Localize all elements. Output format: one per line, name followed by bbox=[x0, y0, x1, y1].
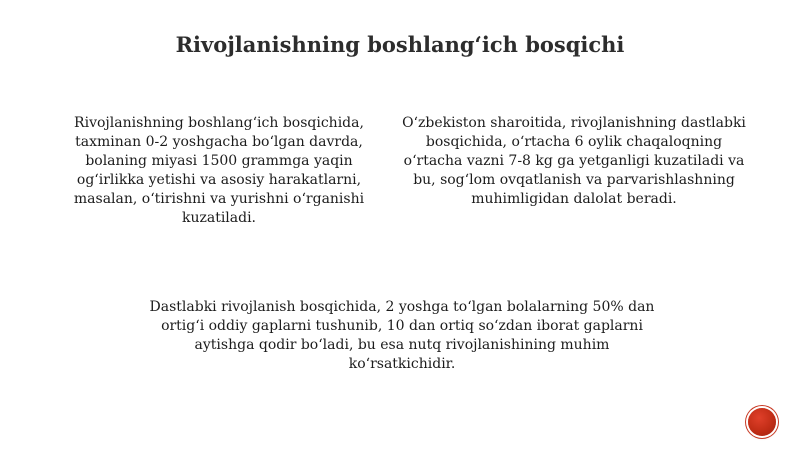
bottom-text-block: Dastlabki rivojlanish bosqichida, 2 yoshga to‘lgan bolalarning 50% dan ortig‘i oddiy gaplarni tushunib, 10 dan ortiq so‘zdan iborat gaplarni aytishga qodir bo‘ladi, bu esa nutq rivojlanishining muhim ko‘rsatkichidir. bbox=[149, 299, 655, 372]
next-slide-button[interactable] bbox=[748, 408, 776, 436]
left-text-block: Rivojlanishning boshlang‘ich bosqichida, taxminan 0-2 yoshgacha bo‘lgan davrda, bolaning miyasi 1500 grammga yaqin og‘irlikka yetishi va asosiy harakatlarni, masalan, o‘tirishni va yurishni o‘rganishi kuzatiladi. bbox=[73, 115, 365, 226]
right-text-block: O‘zbekiston sharoitida, rivojlanishning dastlabki bosqichida, o‘rtacha 6 oylik chaqaloqning o‘rtacha vazni 7-8 kg ga yetganligi kuzatiladi va bu, sog‘lom ovqatlanish va parvarishlashning muhimligidan dalolat beradi. bbox=[402, 115, 746, 207]
slide-title: Rivojlanishning boshlang‘ich bosqichi bbox=[175, 32, 625, 57]
